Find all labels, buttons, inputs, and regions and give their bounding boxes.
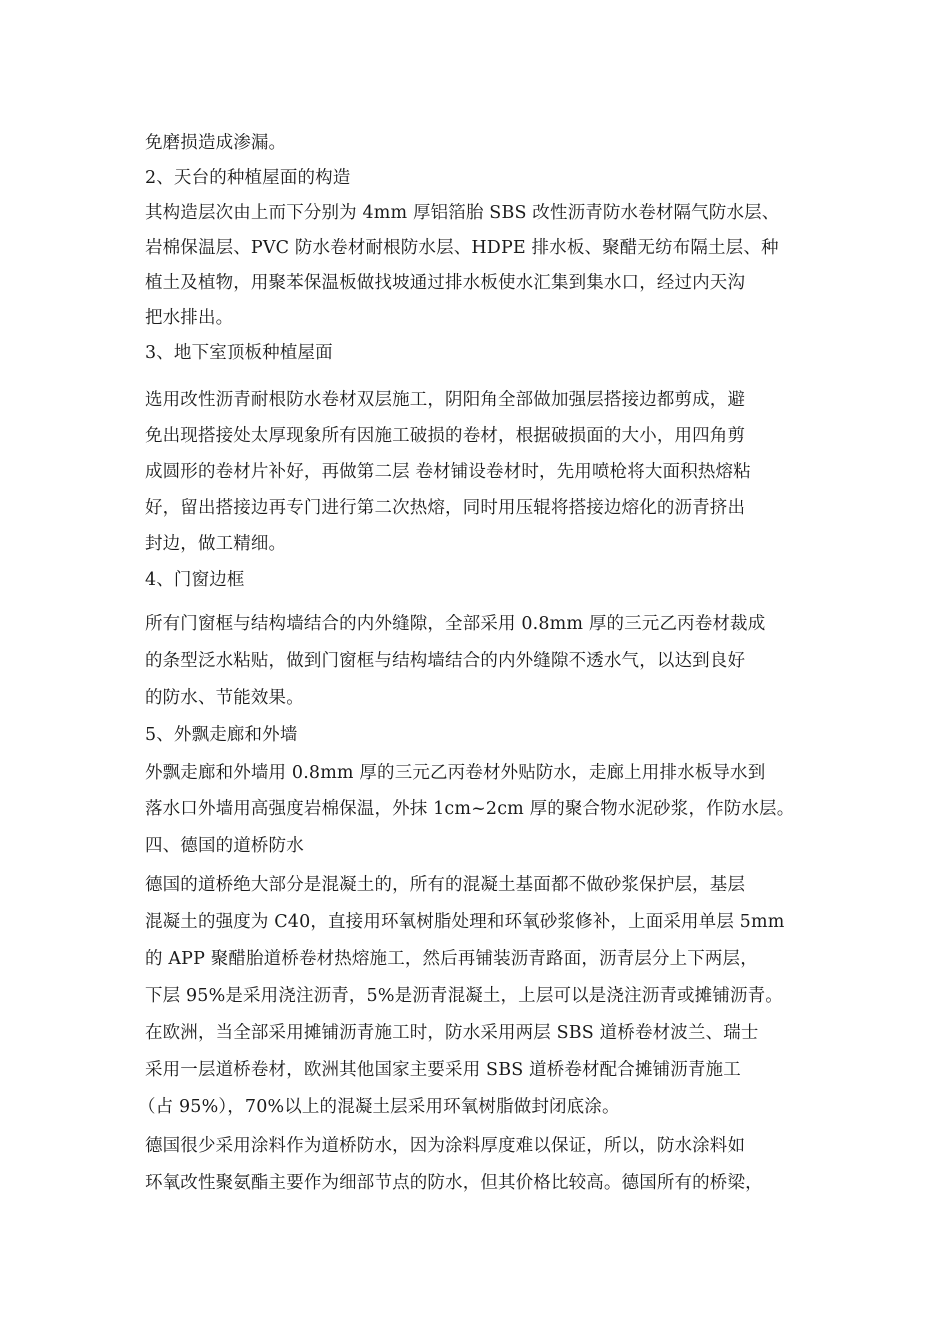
- paragraph-line: 免磨损造成渗漏。: [145, 133, 287, 153]
- paragraph-line: 下层 95%是采用浇注沥青，5%是沥青混凝土，上层可以是浇注沥青或摊铺沥青。: [145, 986, 783, 1006]
- section-heading: 四、德国的道桥防水: [145, 836, 304, 856]
- paragraph-line: 外飘走廊和外墙用 0.8mm 厚的三元乙丙卷材外贴防水，走廊上用排水板导水到: [145, 763, 766, 783]
- paragraph-line: 所有门窗框与结构墙结合的内外缝隙，全部采用 0.8mm 厚的三元乙丙卷材裁成: [145, 614, 766, 634]
- paragraph-line: 的防水、节能效果。: [145, 688, 304, 708]
- paragraph-line: 采用一层道桥卷材，欧洲其他国家主要采用 SBS 道桥卷材配合摊铺沥青施工: [145, 1060, 741, 1080]
- paragraph-line: （占 95%），70%以上的混凝土层采用环氧树脂做封闭底涂。: [138, 1097, 620, 1117]
- section-heading: 2、天台的种植屋面的构造: [145, 168, 351, 188]
- paragraph-line: 德国很少采用涂料作为道桥防水，因为涂料厚度难以保证，所以，防水涂料如: [145, 1136, 746, 1156]
- section-heading: 4、门窗边框: [145, 570, 245, 590]
- paragraph-line: 混凝土的强度为 C40，直接用环氧树脂处理和环氧砂浆修补，上面采用单层 5mm: [145, 912, 785, 932]
- paragraph-line: 成圆形的卷材片补好，再做第二层 卷材铺设卷材时，先用喷枪将大面积热熔粘: [145, 462, 751, 482]
- paragraph-line: 环氧改性聚氨酯主要作为细部节点的防水，但其价格比较高。德国所有的桥梁，: [145, 1173, 763, 1193]
- paragraph-line: 德国的道桥绝大部分是混凝土的，所有的混凝土基面都不做砂浆保护层，基层: [145, 875, 746, 895]
- paragraph-line: 在欧洲，当全部采用摊铺沥青施工时，防水采用两层 SBS 道桥卷材波兰、瑞士: [145, 1023, 759, 1043]
- paragraph-line: 其构造层次由上而下分别为 4mm 厚铝箔胎 SBS 改性沥青防水卷材隔气防水层、: [145, 203, 780, 223]
- paragraph-line: 封边，做工精细。: [145, 534, 287, 554]
- paragraph-line: 好，留出搭接边再专门进行第二次热熔，同时用压辊将搭接边熔化的沥青挤出: [145, 498, 746, 518]
- paragraph-line: 的条型泛水粘贴，做到门窗框与结构墙结合的内外缝隙不透水气，以达到良好: [145, 651, 746, 671]
- paragraph-line: 选用改性沥青耐根防水卷材双层施工，阴阳角全部做加强层搭接边都剪成，避: [145, 390, 746, 410]
- section-heading: 3、地下室顶板种植屋面: [145, 343, 333, 363]
- paragraph-line: 的 APP 聚醋胎道桥卷材热熔施工，然后再铺装沥青路面，沥青层分上下两层，: [145, 949, 758, 969]
- paragraph-line: 落水口外墙用高强度岩棉保温，外抹 1cm~2cm 厚的聚合物水泥砂浆，作防水层。: [145, 799, 795, 819]
- paragraph-line: 岩棉保温层、PVC 防水卷材耐根防水层、HDPE 排水板、聚醋无纺布隔土层、种: [145, 238, 779, 258]
- paragraph-line: 把水排出。: [145, 308, 234, 328]
- paragraph-line: 免出现搭接处太厚现象所有因施工破损的卷材，根据破损面的大小，用四角剪: [145, 426, 746, 446]
- paragraph-line: 植土及植物，用聚苯保温板做找坡通过排水板使水汇集到集水口，经过内天沟: [145, 273, 746, 293]
- section-heading: 5、外飘走廊和外墙: [145, 725, 298, 745]
